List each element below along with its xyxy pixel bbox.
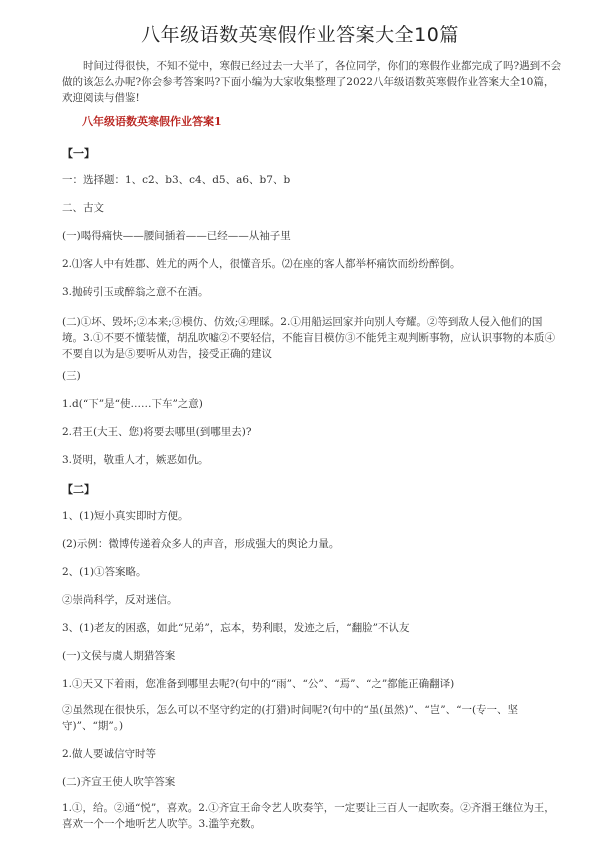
text-line: 1.①天又下着雨，您准备到哪里去呢?(句中的“雨”、“公”、“焉”、“之”都能正确翻译) [62,678,455,690]
part-label-1: 【一】 [62,147,95,160]
text-line: 3、(1)老友的困惑，如此“兄弟”，忘本，势利眼，发迹之后，“翻脸”不认友 [62,622,410,634]
text-line: (一)文侯与虞人期猎答案 [62,650,176,662]
text-line: 2.⑴客人中有姓郡、姓尤的两个人，很懂音乐。⑵在座的客人都举杯痛饮而纷纷醉倒。 [62,258,461,270]
text-paragraph: 1.①，给。②通“悦”，喜欢。2.①齐宣王命令艺人吹奏竽，一定要让三百人一起吹奏。②齐湣王继位为王，喜欢一个一个地听艺人吹竽。3.滥竽充数。 [62,802,555,830]
text-line: (三) [62,370,81,382]
text-line: (2)示例：微博传递着众多人的声音，形成强大的舆论力量。 [62,538,340,550]
document-title: 八年级语数英寒假作业答案大全10篇 [141,24,459,46]
text-line: 1.d(“下”是“使……下车”之意) [62,398,203,410]
text-line: 3.贤明，敬重人才，嫉恶如仇。 [62,454,209,466]
text-line: 2.君王(大王、您)将要去哪里(到哪里去)? [62,426,252,438]
text-line: 二、古文 [62,202,104,214]
text-paragraph: ②虽然现在很快乐，怎么可以不坚守约定的(打猎)时间呢?(句中的“虽(虽然)”、“岂”、“一(专一、坚守)”、“期”。) [62,704,519,732]
text-line: 3.抛砖引玉或醉翁之意不在酒。 [62,286,209,298]
text-line: 2.做人要诚信守时等 [62,748,157,760]
text-line: ②崇尚科学，反对迷信。 [62,594,178,606]
text-line: (二)齐宣王使人吹竽答案 [62,776,176,788]
section-heading: 八年级语数英寒假作业答案1 [82,115,222,128]
text-paragraph: (二)①坏、毁坏;②本来;③模仿、仿效;④理睬。2.①用船运回家并向别人夸耀。②等到敌人侵入他们的国境。3.①不要不懂装懂，胡乱吹嘘②不要轻信，不能盲目模仿③不能凭主观判断事物，应认识事物的本质④不要自以为是⑤要听从劝告，接受正确的建议 [62,316,556,360]
part-label-2: 【二】 [62,483,95,496]
text-line: 一：选择题：1、c2、b3、c4、d5、a6、b7、b [62,174,291,186]
text-line: 1、(1)短小真实即时方便。 [62,510,189,522]
text-line: (一)喝得痛快——腰间插着——已经——从袖子里 [62,230,291,242]
text-line: 2、(1)①答案略。 [62,566,147,578]
intro-paragraph: 时间过得很快，不知不觉中，寒假已经过去一大半了，各位同学，你们的寒假作业都完成了吗?遇到不会做的该怎么办呢?你会参考答案吗?下面小编为大家收集整理了2022八年级语数英寒假作业答案大全10篇，欢迎阅读与借鉴! [62,60,562,104]
